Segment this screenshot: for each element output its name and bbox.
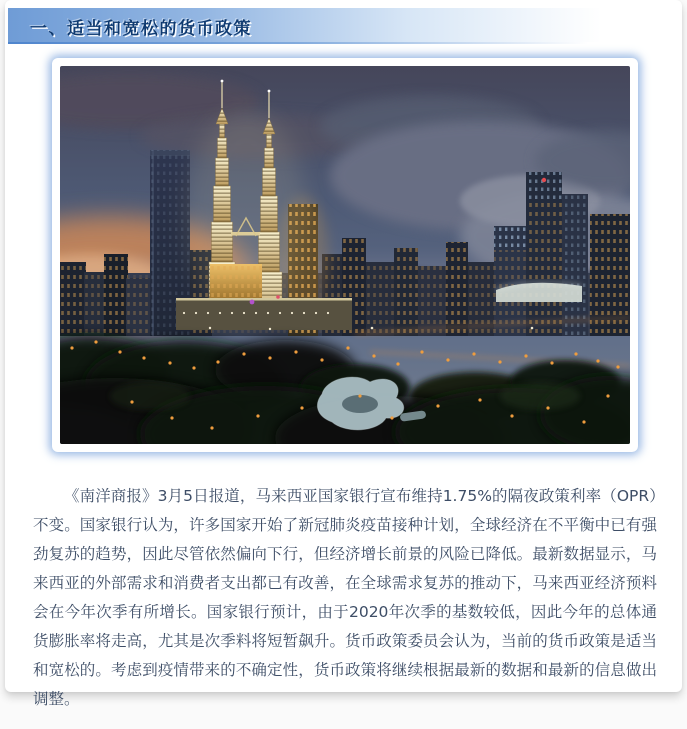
article-paragraph: 《南洋商报》3月5日报道，马来西亚国家银行宣布维持1.75%的隔夜政策利率（OPR）不变。国家银行认为，许多国家开始了新冠肺炎疫苗接种计划，全球经济在不平衡中已有强劲复苏的趋势，因此尽管依然偏向下行，但经济增长前景的风险已降低。最新数据显示，马来西亚的外部需求和消费者支出都已有改善，在全球需求复苏的推动下，马来西亚经济预料会在今年次季有所增长。国家银行预计，由于2020年次季的基数较低，因此今年的总体通货膨胀率将走高，尤其是次季料将短暂飙升。货币政策委员会认为，当前的货币政策是适当和宽松的。考虑到疫情带来的不确定性，货币政策将继续根据最新的数据和最新的信息做出调整。	[33, 487, 657, 708]
section-header	[8, 8, 653, 42]
section-title: 一、适当和宽松的货币政策	[30, 19, 252, 39]
photo-frame	[52, 58, 638, 452]
article-card	[5, 0, 682, 708]
kuala-lumpur-skyline-photo	[60, 66, 630, 444]
